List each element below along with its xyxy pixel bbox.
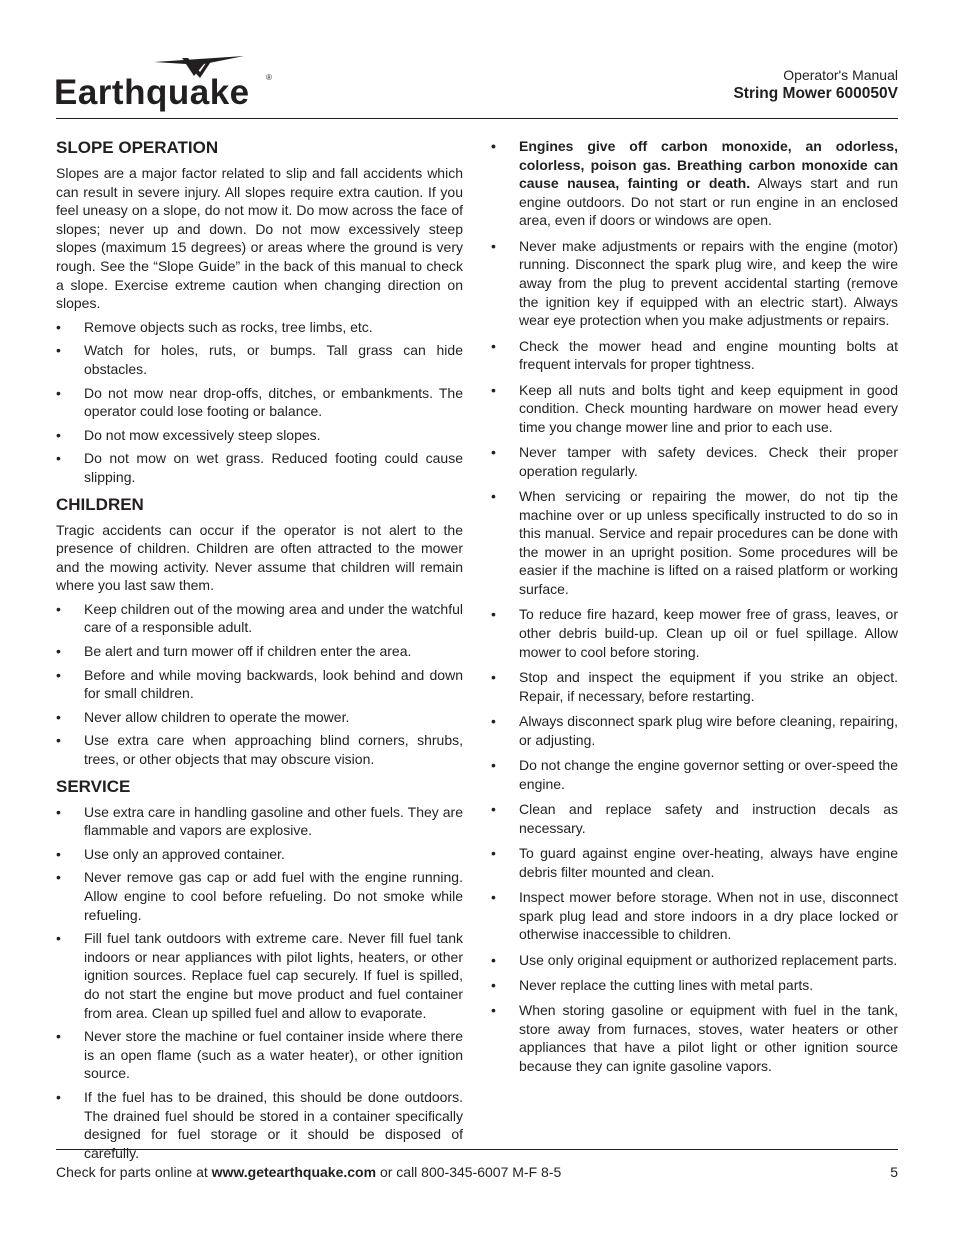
bullet-item xyxy=(491,487,898,599)
bullet-text: When storing gasoline or equipment with fuel in the tank, store away from furnaces, stoves, water heaters or other appliances that have a pilot light or other ignition source because they can ignite gasoline vapors. xyxy=(519,1002,898,1075)
section-paragraph: Slopes are a major factor related to slip and fall accidents which can result in severe injury. All slopes require extra caution. If you feel uneasy on a slope, do not mow it. Do mow across the face of slopes; never up and down. Do not mow excessively steep slopes (maximum 15 degrees) or areas where the ground is very rough. See the “Slope Guide” in the back of this manual to check a slope. Exercise extreme caution when changing direction on slopes. xyxy=(56,165,463,312)
bullet-icon: • xyxy=(491,669,496,686)
bullet-item xyxy=(491,844,898,881)
bullet-text: Use extra care in handling gasoline and other fuels. They are flammable and vapors are explosive. xyxy=(84,803,463,839)
bullet-item xyxy=(491,237,898,330)
bullet-item xyxy=(56,929,463,1022)
section-children xyxy=(56,494,463,769)
section-slope-operation xyxy=(56,137,463,487)
bullet-text: Be alert and turn mower off if children enter the area. xyxy=(84,643,412,660)
bullet-icon: • xyxy=(491,976,496,993)
safety-bullet-list xyxy=(491,137,898,1076)
bullet-text: Keep all nuts and bolts tight and keep equipment in good condition. Check mounting hardware on mower head every time you change mower line and prior to each use. xyxy=(519,381,898,435)
bullet-text: Always disconnect spark plug wire before cleaning, repairing, or adjusting. xyxy=(519,713,898,748)
bullet-icon: • xyxy=(56,342,61,359)
bullet-icon: • xyxy=(491,951,496,968)
bullet-text: If the fuel has to be drained, this should be done outdoors. The drained fuel should be stored in a container specifically designed for fuel storage or it should be disposed of carefully. xyxy=(84,1088,463,1161)
bullet-text: Clean and replace safety and instruction decals as necessary. xyxy=(519,800,898,836)
bullet-list xyxy=(56,803,463,1163)
bullet-item xyxy=(56,1027,463,1083)
bullet-item xyxy=(491,443,898,480)
bullet-item xyxy=(56,868,463,924)
bullet-icon: • xyxy=(491,337,496,354)
bullet-item xyxy=(56,642,463,661)
bullet-text: Remove objects such as rocks, tree limbs, etc. xyxy=(84,318,373,335)
bullet-item xyxy=(491,137,898,230)
section-heading: CHILDREN xyxy=(56,494,144,514)
bullet-icon: • xyxy=(56,708,61,725)
bullet-item xyxy=(56,384,463,421)
bullet-item xyxy=(56,600,463,637)
svg-text:®: ® xyxy=(266,73,272,82)
bullet-icon: • xyxy=(491,800,496,817)
bullet-item xyxy=(491,712,898,749)
bullet-item xyxy=(491,668,898,705)
footer-website-link[interactable]: www.getearthquake.com xyxy=(211,1164,377,1180)
bullet-item xyxy=(56,666,463,703)
manual-subtitle: Operator's Manual xyxy=(783,67,898,83)
bullet-text: Never make adjustments or repairs with the engine (motor) running. Disconnect the spark plug wire, and keep the wire away from the plug to prevent accidental starting (remove the ignition key if equipped with an electric start). Always wear eye protection when you make adjustments or repairs. xyxy=(519,237,898,329)
page-number: 5 xyxy=(890,1164,898,1180)
bullet-item xyxy=(491,1001,898,1075)
bullet-icon: • xyxy=(491,488,496,505)
bullet-item xyxy=(491,976,898,995)
earthquake-logo xyxy=(54,54,276,112)
bullet-text: Never replace the cutting lines with metal parts. xyxy=(519,976,814,993)
bullet-text: To guard against engine over-heating, always have engine debris filter mounted and clean. xyxy=(519,844,898,880)
bullet-text: Do not change the engine governor setting or over-speed the engine. xyxy=(519,756,898,792)
bullet-icon: • xyxy=(491,606,496,623)
bullet-icon: • xyxy=(491,713,496,729)
bullet-icon: • xyxy=(56,930,61,947)
bullet-text: Check the mower head and engine mounting bolts at frequent intervals for proper tightness. xyxy=(519,337,898,373)
section-service xyxy=(56,776,463,1163)
bullet-text: Never store the machine or fuel container inside where there is an open flame (such as a water heater), or other ignition source. xyxy=(84,1028,463,1082)
bullet-text: When servicing or repairing the mower, do not tip the machine over or up unless specifically instructed to do so in this manual. Service and repair procedures can be done with the mower in an upright position. Some procedures will be easier if the machine is lifted on a raised platform or working surface. xyxy=(519,488,898,598)
bullet-item xyxy=(491,800,898,837)
bullet-icon: • xyxy=(491,138,496,154)
bullet-item xyxy=(491,951,898,970)
section-paragraph: Tragic accidents can occur if the operator is not alert to the presence of children. Children are often attracted to the mower and the mowing activity. Never assume that children will remain where you last saw them. xyxy=(56,521,463,594)
bullet-text: Never remove gas cap or add fuel with the engine running. Allow engine to cool before refueling. Do not smoke while refueling. xyxy=(84,869,463,923)
footer-divider xyxy=(56,1149,898,1150)
bullet-item xyxy=(56,803,463,840)
footer-text xyxy=(56,1163,561,1181)
bullet-icon: • xyxy=(491,444,496,461)
bullet-icon: • xyxy=(56,318,61,335)
bullet-icon: • xyxy=(491,237,496,254)
bullet-list xyxy=(56,600,463,769)
bullet-item xyxy=(56,318,463,337)
bullet-text: Always start and run engine outdoors. Do not start or run engine in an enclosed area, even if doors or windows are open. xyxy=(519,175,898,229)
bullet-item xyxy=(56,426,463,445)
bullet-item xyxy=(491,888,898,944)
bullet-text: Use extra care when approaching blind corners, shrubs, trees, or other objects that may obscure vision. xyxy=(84,732,463,768)
section-heading: SERVICE xyxy=(56,776,131,796)
bullet-list xyxy=(56,318,463,487)
bullet-text: Stop and inspect the equipment if you strike an object. Repair, if necessary, before restarting. xyxy=(519,669,898,704)
bullet-text: Do not mow near drop-offs, ditches, or embankments. The operator could lose footing or balance. xyxy=(84,384,463,420)
bullet-item xyxy=(56,1088,463,1162)
bullet-icon: • xyxy=(56,869,61,886)
bullet-text: Watch for holes, ruts, or bumps. Tall grass can hide obstacles. xyxy=(84,342,463,377)
bullet-item xyxy=(56,341,463,378)
bullet-text: Never allow children to operate the mower. xyxy=(84,708,350,725)
bullet-text: To reduce fire hazard, keep mower free of grass, leaves, or other debris build-up. Clean up oil or fuel spillage. Allow mower to cool before storing. xyxy=(519,606,898,660)
bullet-icon: • xyxy=(56,600,61,617)
bullet-icon: • xyxy=(491,381,496,398)
bullet-text: Do not mow on wet grass. Reduced footing could cause slipping. xyxy=(84,450,463,485)
bullet-icon: • xyxy=(491,756,496,773)
bullet-icon: • xyxy=(56,1088,61,1105)
footer-suffix: or call 800-345-6007 M-F 8-5 xyxy=(376,1164,562,1180)
bullet-icon: • xyxy=(491,844,496,861)
left-column xyxy=(56,137,463,1167)
bullet-item xyxy=(491,337,898,374)
bullet-icon: • xyxy=(56,450,61,467)
bullet-icon: • xyxy=(56,732,61,749)
document-header xyxy=(733,66,898,104)
bullet-icon: • xyxy=(491,1002,496,1019)
right-column xyxy=(491,137,898,1082)
bullet-item xyxy=(491,381,898,437)
bullet-item xyxy=(56,708,463,727)
bullet-icon: • xyxy=(56,643,61,660)
bullet-item xyxy=(56,845,463,864)
product-title: String Mower 600050V xyxy=(733,85,898,102)
bullet-text: Never tamper with safety devices. Check their proper operation regularly. xyxy=(519,444,898,479)
bullet-item xyxy=(56,449,463,486)
bullet-text: Before and while moving backwards, look behind and down for small children. xyxy=(84,666,463,702)
footer-prefix: Check for parts online at xyxy=(56,1164,212,1180)
bullet-item xyxy=(491,605,898,661)
section-heading: SLOPE OPERATION xyxy=(56,138,219,157)
bullet-warning-text: Engines give off carbon monoxide, an odorless, colorless, poison gas. Breathing carbon monoxide can cause nausea, fainting or death. xyxy=(519,138,898,192)
bullet-text: Keep children out of the mowing area and under the watchful care of a responsible adult. xyxy=(84,600,463,636)
bullet-item xyxy=(56,731,463,768)
bullet-icon: • xyxy=(491,888,496,905)
bullet-icon: • xyxy=(56,426,61,443)
header-divider xyxy=(56,118,898,119)
bullet-text: Fill fuel tank outdoors with extreme care. Never fill fuel tank indoors or near appliances with pilot lights, heaters, or other ignition sources. Replace fuel cap securely. If fuel is spilled, do not start the engine but move product and fuel container from area. Clean up spilled fuel and allow to evaporate. xyxy=(84,930,463,1021)
bullet-icon: • xyxy=(56,845,61,862)
bullet-text: Do not mow excessively steep slopes. xyxy=(84,426,321,443)
bullet-item xyxy=(491,756,898,793)
bullet-text: Use only an approved container. xyxy=(84,845,285,862)
bullet-icon: • xyxy=(56,384,61,401)
bullet-icon: • xyxy=(56,803,61,820)
bullet-text: Use only original equipment or authorized replacement parts. xyxy=(519,951,898,968)
logo-wordmark: Earthquake xyxy=(54,73,250,112)
bullet-text: Inspect mower before storage. When not in use, disconnect spark plug lead and store indoors in a dry place locked or otherwise inaccessible to children. xyxy=(519,888,898,943)
bullet-icon: • xyxy=(56,666,61,683)
bullet-icon: • xyxy=(56,1028,61,1045)
